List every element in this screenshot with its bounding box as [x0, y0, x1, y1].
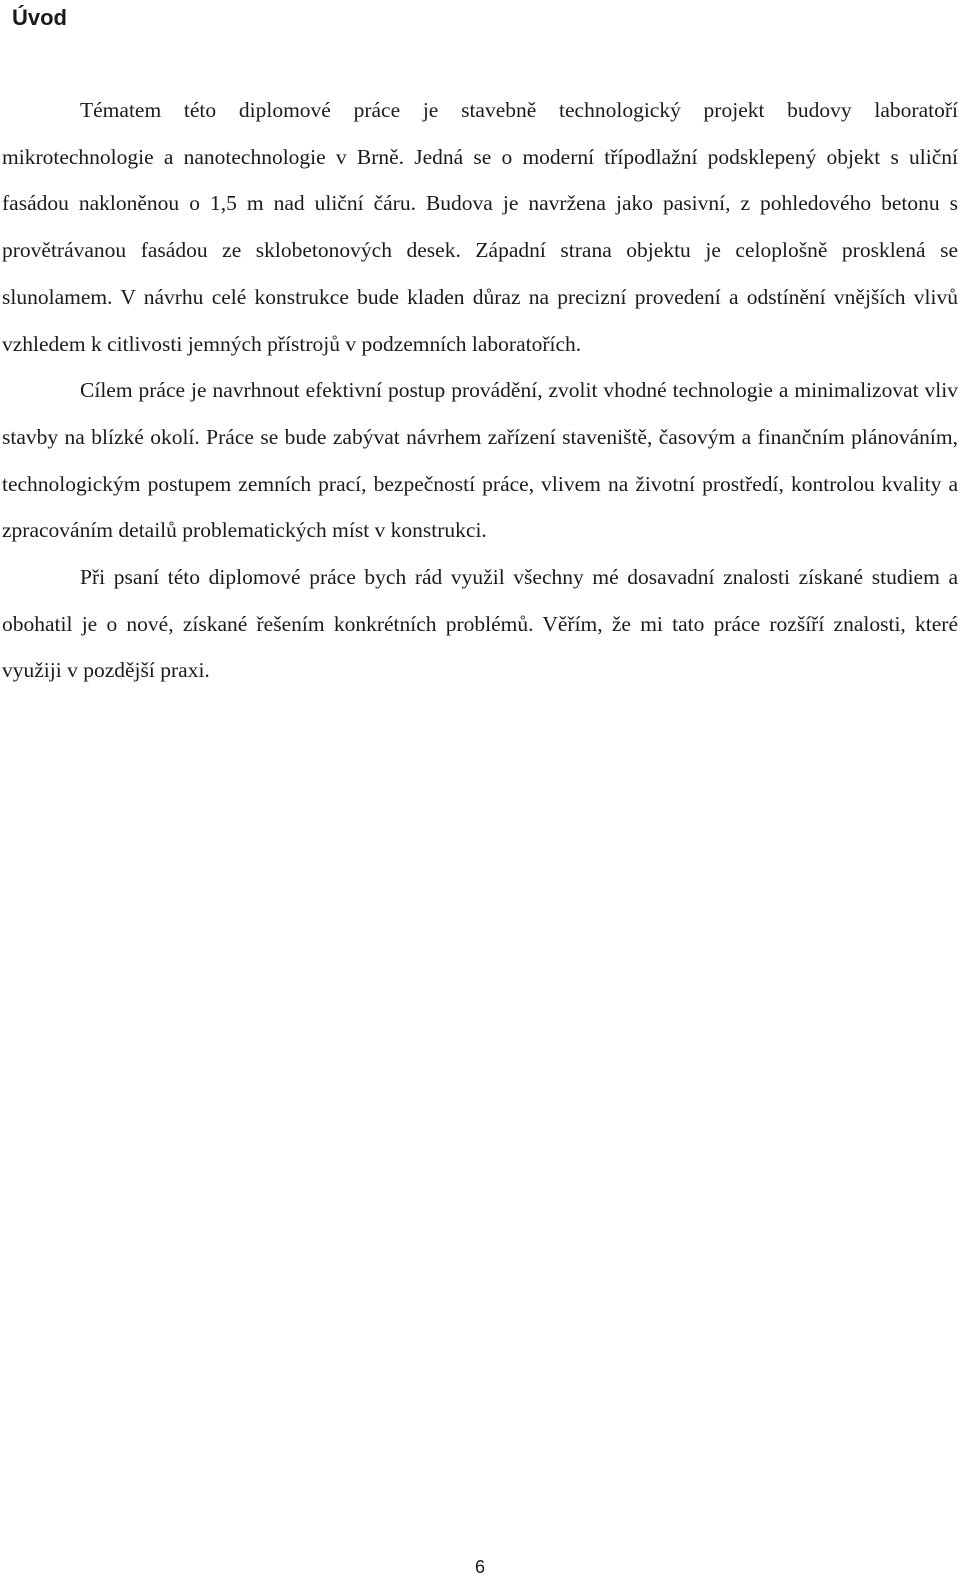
paragraph-closing: Při psaní této diplomové práce bych rád využil všechny mé dosavadní znalosti získané studiem a obohatil je o nové, získané řešením konkrétních problémů. Věřím, že mi tato práce rozšíří znalosti, které využiji v pozdější praxi.	[2, 565, 958, 683]
paragraph-intro: Tématem této diplomové práce je stavebně technologický projekt budovy laboratoří mikrotechnologie a nanotechnologie v Brně. Jedná se o moderní třípodlažní podsklepený objekt s uliční fasádou nakloněnou o 1,5 m nad uliční čáru. Budova je navržena jako pasivní, z pohledového betonu s provětrávanou fasádou ze sklobetonových desek. Západní strana objektu je celoplošně prosklená se slunolamem. V návrhu celé konstrukce bude kladen důraz na precizní provedení a odstínění vnějších vlivů vzhledem k citlivosti jemných přístrojů v podzemních laboratořích.	[2, 98, 958, 356]
section-heading: Úvod	[12, 5, 67, 30]
paragraph-goals: Cílem práce je navrhnout efektivní postup provádění, zvolit vhodné technologie a minimalizovat vliv stavby na blízké okolí. Práce se bude zabývat návrhem zařízení staveniště, časovým a finančním plánováním, technologickým postupem zemních prací, bezpečností práce, vlivem na životní prostředí, kontrolou kvality a zpracováním detailů problematických míst v konstrukci.	[2, 378, 958, 543]
body-text	[2, 87, 958, 694]
page-number: 6	[474, 1557, 485, 1577]
